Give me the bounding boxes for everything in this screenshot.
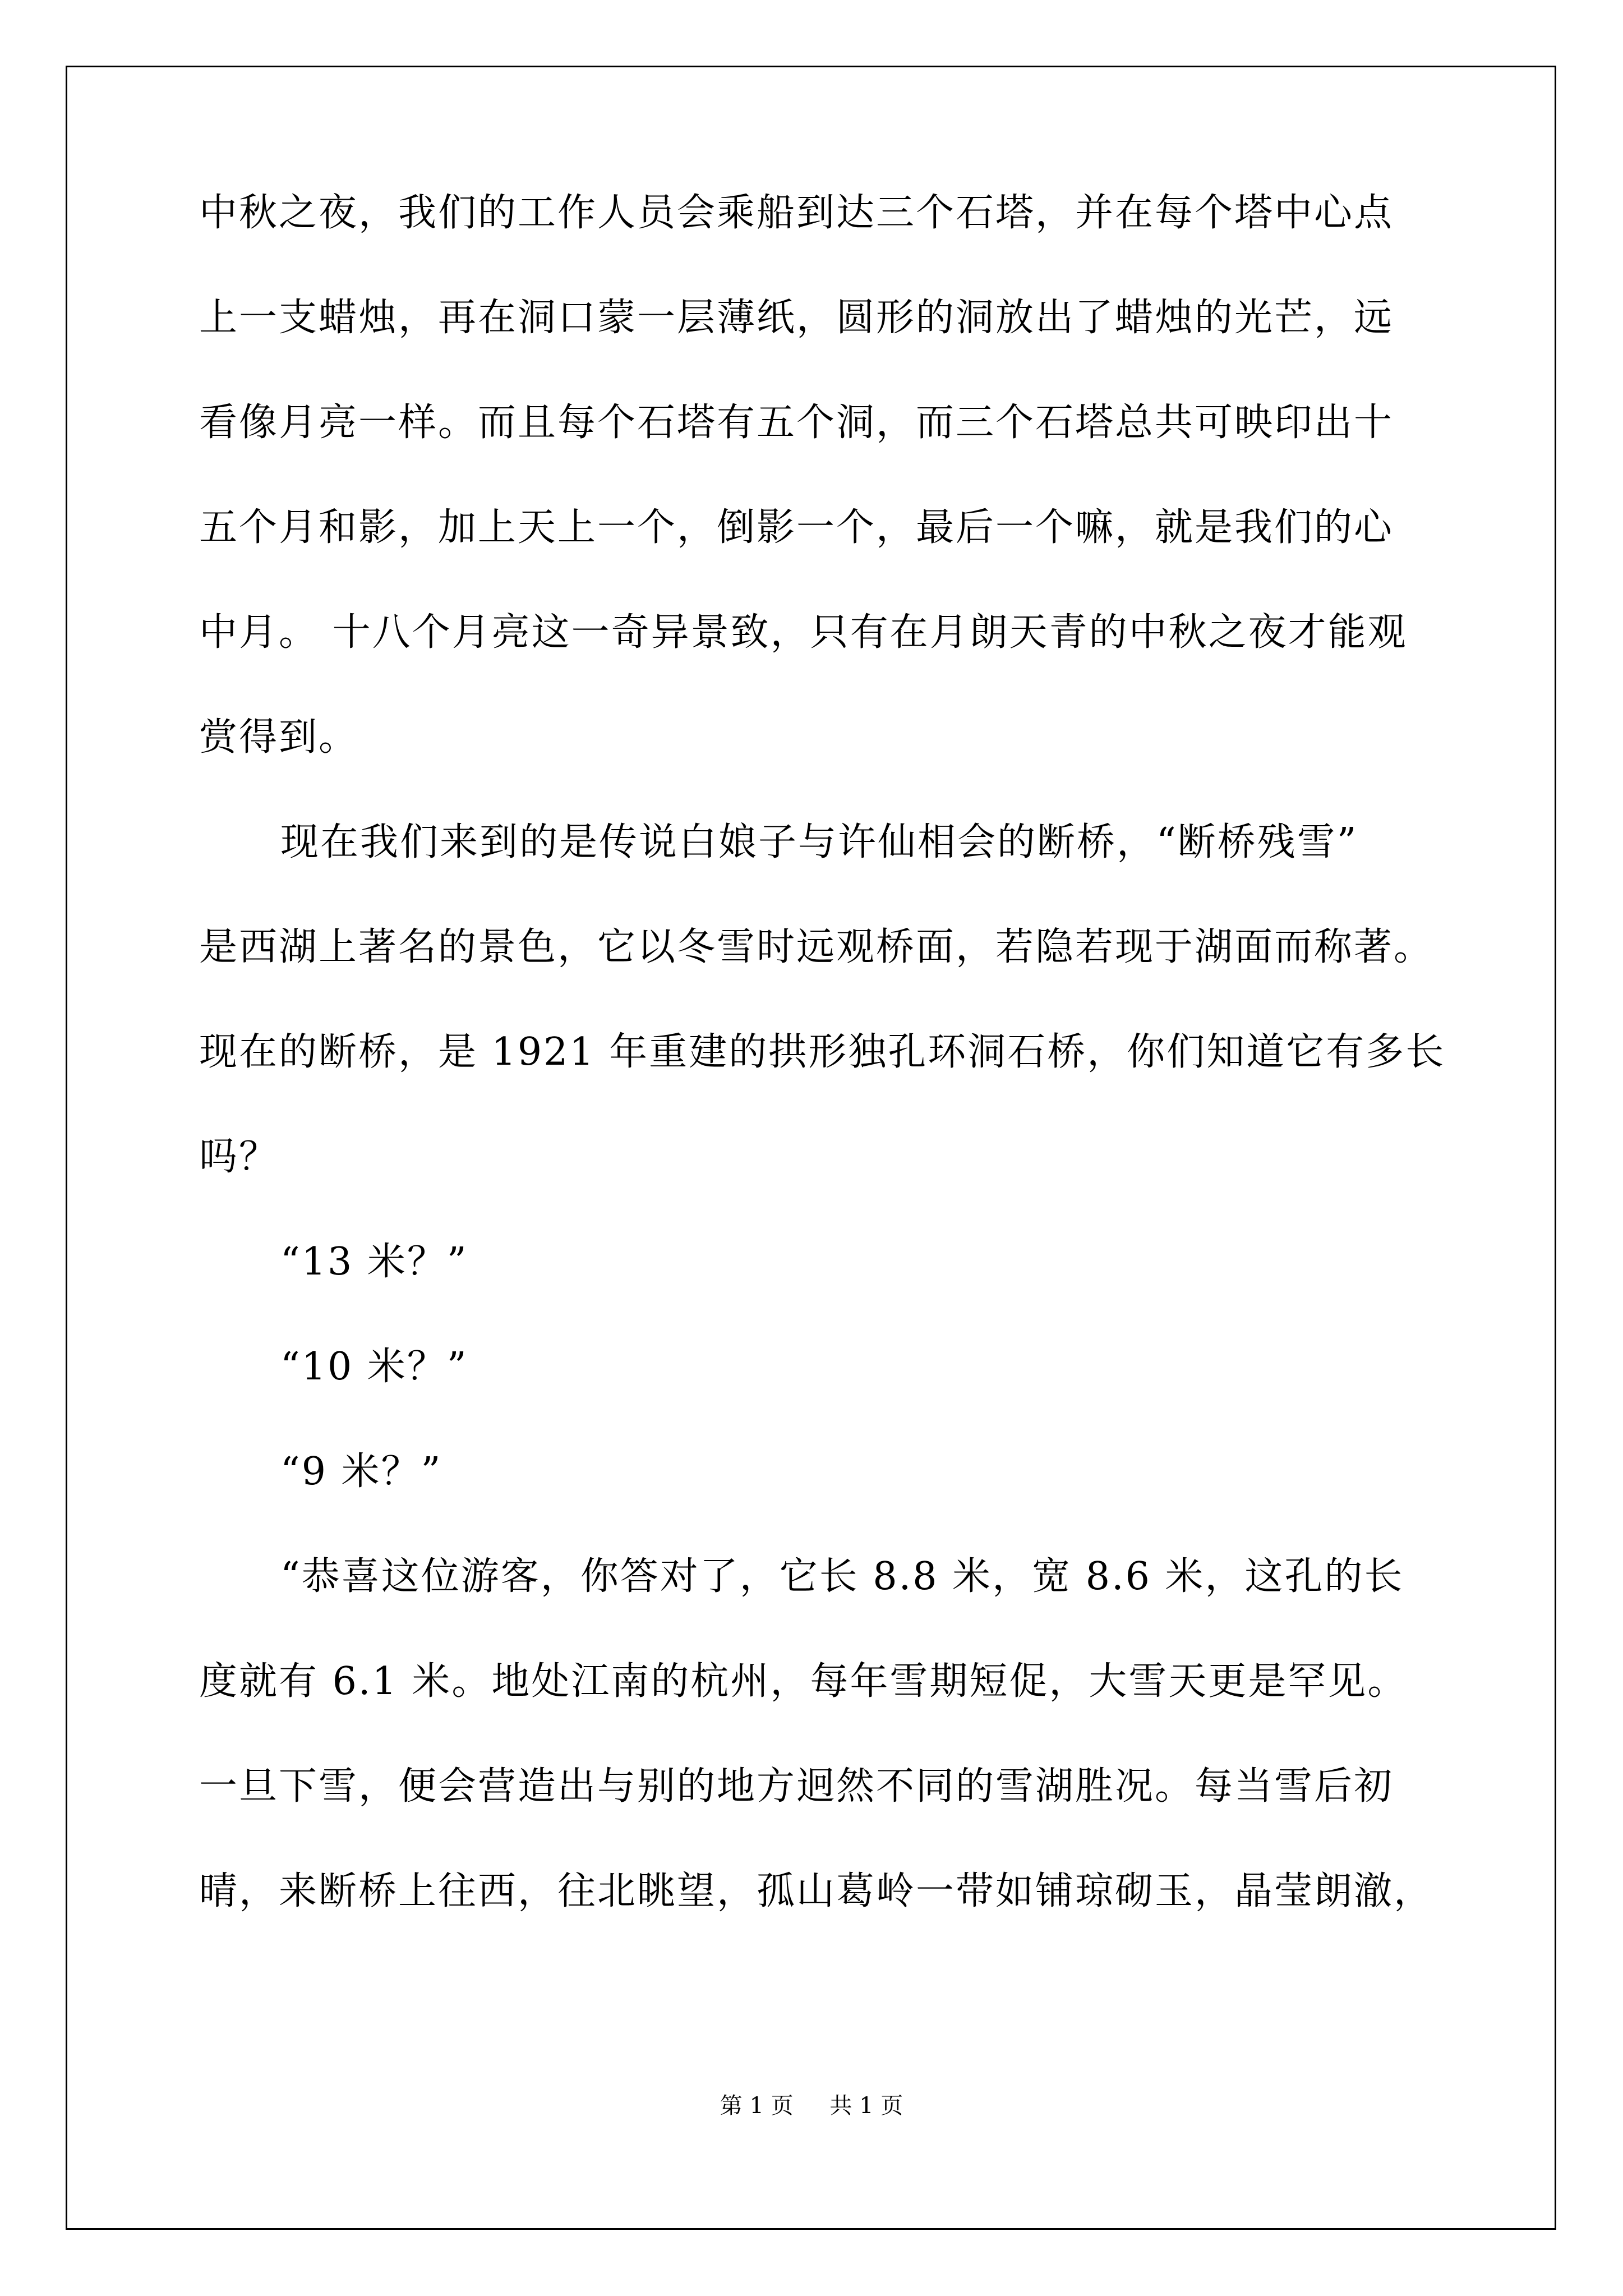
text-line: 是西湖上著名的景色，它以冬雪时远观桥面，若隐若现于湖面而称著。 [199, 925, 1434, 969]
page-number-current: 第 1 页 [720, 2093, 794, 2119]
page-footer [0, 2089, 1623, 2123]
paragraph-start-line: “恭喜这位游客，你答对了，它长 8.8 米，宽 8.6 米，这孔的长 [280, 1554, 1404, 1599]
dialogue-line: “13 米？” [280, 1240, 468, 1284]
dialogue-line: “9 米？” [280, 1450, 442, 1494]
dialogue-line: “10 米？” [280, 1345, 468, 1389]
text-line: 晴，来断桥上往西，往北眺望，孤山葛岭一带如铺琼砌玉，晶莹朗澈， [199, 1869, 1434, 1913]
text-line: 上一支蜡烛，再在洞口蒙一层薄纸，圆形的洞放出了蜡烛的光芒，远 [199, 296, 1394, 340]
text-line: 吗？ [199, 1135, 279, 1179]
text-line: 现在的断桥，是 1921 年重建的拱形独孔环洞石桥，你们知道它有多长 [199, 1030, 1446, 1074]
text-line: 看像月亮一样。而且每个石塔有五个洞，而三个石塔总共可映印出十 [199, 401, 1394, 445]
text-line: 五个月和影，加上天上一个，倒影一个，最后一个嘛，就是我们的心 [199, 505, 1394, 550]
text-line: 一旦下雪，便会营造出与别的地方迥然不同的雪湖胜况。每当雪后初 [199, 1764, 1394, 1809]
text-line: 中秋之夜，我们的工作人员会乘船到达三个石塔，并在每个塔中心点 [199, 191, 1394, 235]
page-number-total: 共 1 页 [829, 2093, 903, 2119]
text-line: 中月。 十八个月亮这一奇异景致，只有在月朗天青的中秋之夜才能观 [199, 610, 1408, 655]
paragraph-start-line: 现在我们来到的是传说白娘子与许仙相会的断桥，“断桥残雪” [280, 820, 1358, 864]
text-line: 赏得到。 [199, 715, 359, 760]
text-line: 度就有 6.1 米。地处江南的杭州，每年雪期短促，大雪天更是罕见。 [199, 1659, 1408, 1704]
